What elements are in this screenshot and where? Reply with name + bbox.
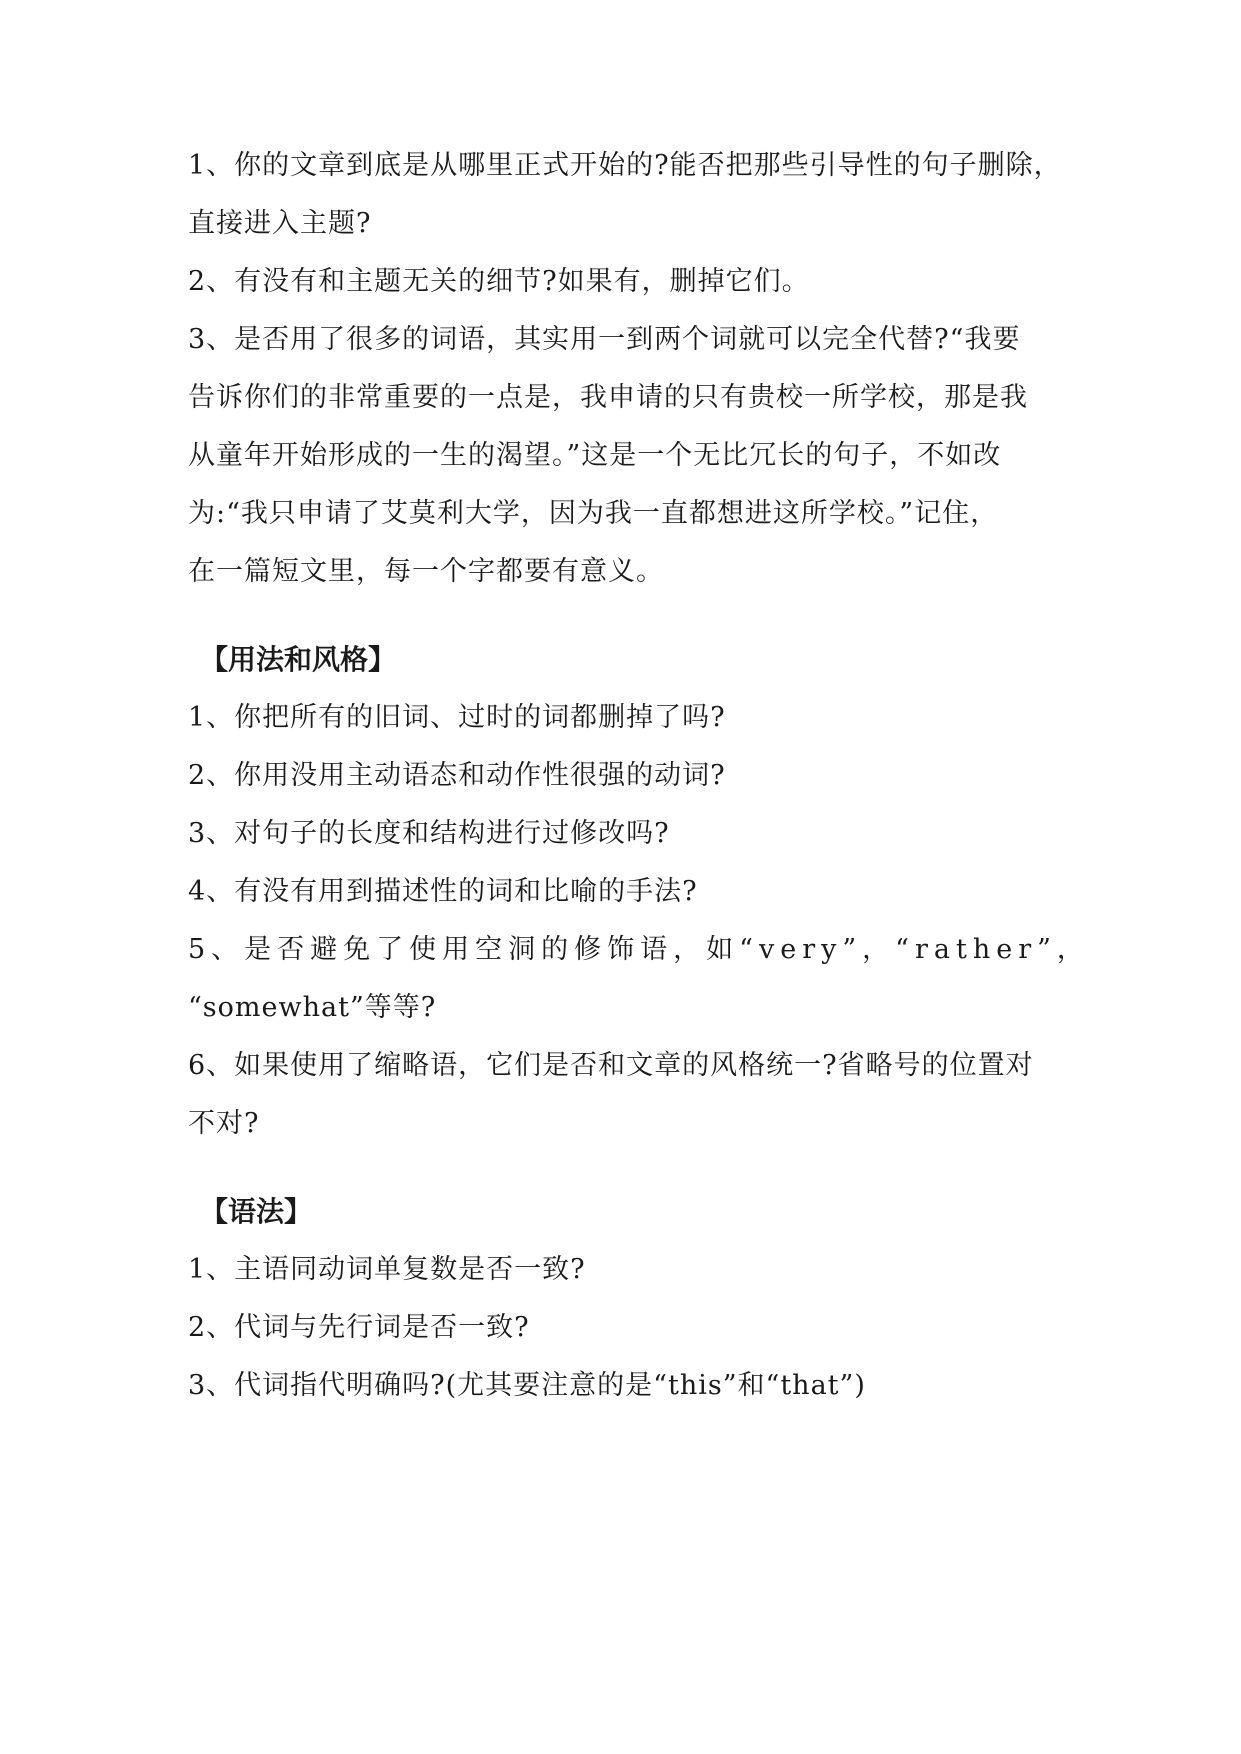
usage-line-3: 3、对句子的长度和结构进行过修改吗? <box>188 818 670 849</box>
intro-line-5: 告诉你们的非常重要的一点是，我申请的只有贵校一所学校，那是我 <box>188 382 1028 413</box>
usage-line-7: 6、如果使用了缩略语，它们是否和文章的风格统一?省略号的位置对 <box>188 1050 1034 1081</box>
usage-line-4: 4、有没有用到描述性的词和比喻的手法? <box>188 876 698 907</box>
grammar-line-3: 3、代词指代明确吗?(尤其要注意的是“this”和“that”) <box>188 1370 866 1401</box>
usage-line-6: “somewhat”等等? <box>188 992 437 1023</box>
grammar-heading: 【语法】 <box>200 1195 313 1228</box>
intro-line-7: 为:“我只申请了艾莫利大学，因为我一直都想进这所学校。”记住， <box>188 498 999 529</box>
intro-line-3: 2、有没有和主题无关的细节?如果有，删掉它们。 <box>188 266 810 297</box>
usage-line-5: 5、是否避免了使用空洞的修饰语，如“very”，“rather”， <box>188 934 1090 965</box>
intro-line-1: 1、你的文章到底是从哪里正式开始的?能否把那些引导性的句子删除， <box>188 150 1062 181</box>
usage-line-2: 2、你用没用主动语态和动作性很强的动词? <box>188 760 726 791</box>
intro-line-2: 直接进入主题? <box>188 208 372 239</box>
grammar-line-1: 1、主语同动词单复数是否一致? <box>188 1254 586 1285</box>
intro-line-4: 3、是否用了很多的词语，其实用一到两个词就可以完全代替?“我要 <box>188 324 1021 355</box>
usage-heading: 【用法和风格】 <box>200 643 397 676</box>
usage-line-8: 不对? <box>188 1108 260 1139</box>
usage-line-1: 1、你把所有的旧词、过时的词都删掉了吗? <box>188 702 726 733</box>
intro-line-6: 从童年开始形成的一生的渴望。”这是一个无比冗长的句子，不如改 <box>188 440 1002 471</box>
grammar-line-2: 2、代词与先行词是否一致? <box>188 1312 530 1343</box>
intro-line-8: 在一篇短文里，每一个字都要有意义。 <box>188 556 664 587</box>
